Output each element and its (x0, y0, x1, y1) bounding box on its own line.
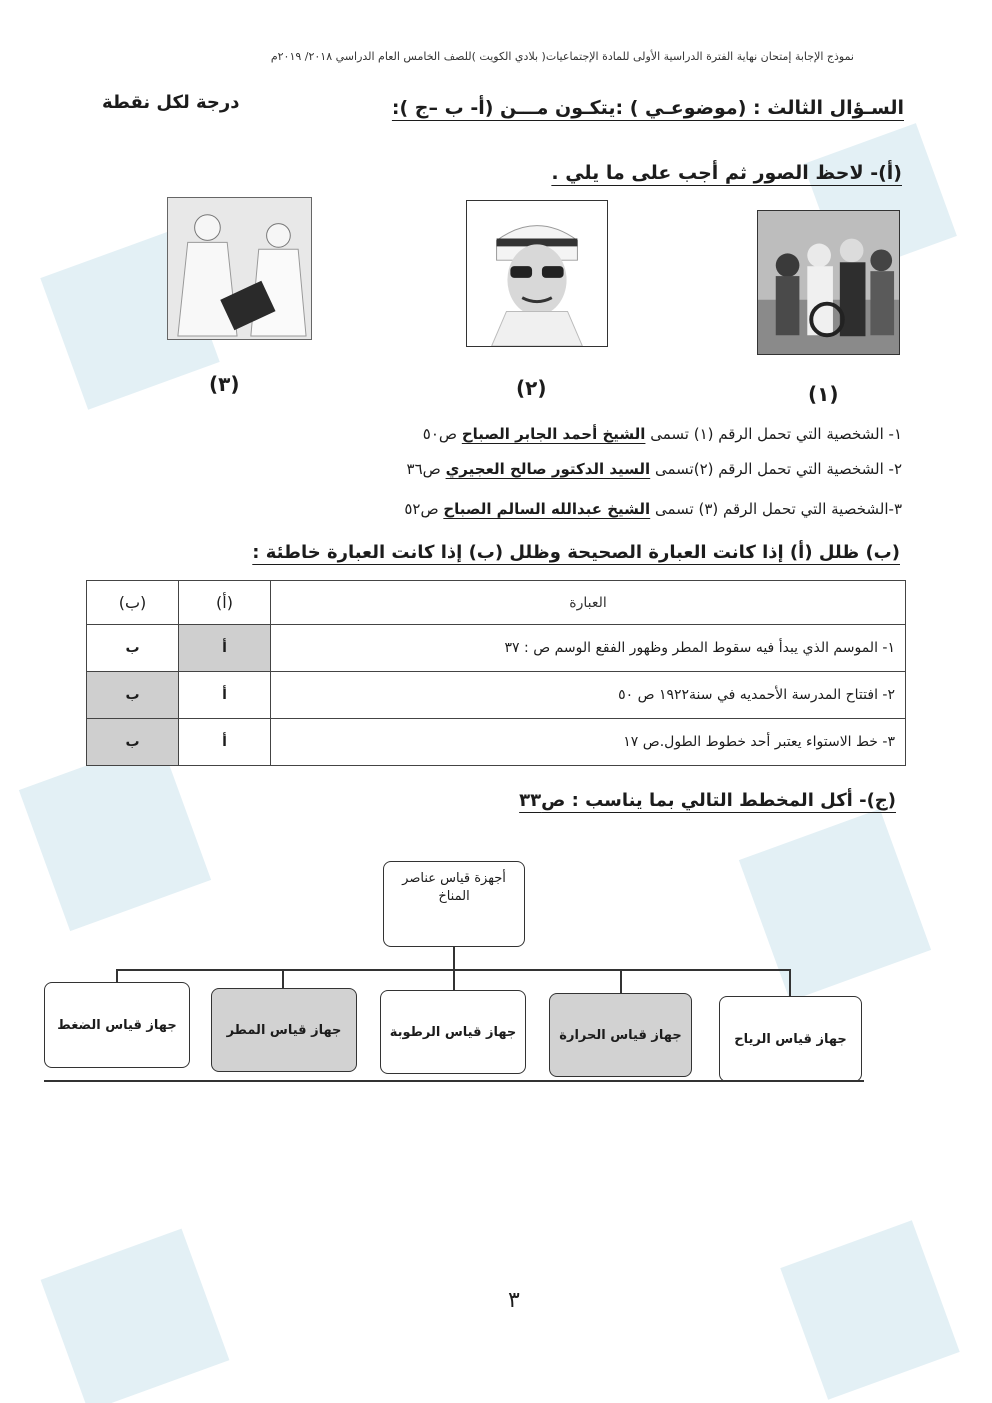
diagram-child-temperature: جهاز قياس الحرارة (549, 993, 692, 1077)
answer-1: ١- الشخصية التي تحمل الرقم (١) تسمى الشيخ أحمد الجابر الصباح ص٥٠ (422, 425, 902, 443)
photo-3 (167, 197, 312, 340)
question-title: السـؤال الثالث : (موضوعـي ) :يتكـون مـــن (أ- ب –ج ): (391, 97, 904, 119)
ceremony-photo-icon (168, 198, 311, 339)
table-row (87, 625, 906, 672)
photo-1 (757, 210, 900, 355)
header-b: (ب) (87, 581, 179, 625)
row-2-option-a[interactable]: أ (179, 672, 271, 719)
table-row (87, 719, 906, 766)
connector-drop (453, 969, 455, 991)
connector-drop (620, 969, 622, 995)
row-2-statement: ٢- افتتاح المدرسة الأحمديه في سنة١٩٢٢ ص ٥٠ (271, 672, 906, 719)
section-c-title: (ج)- أكل المخطط التالي بما يناسب : ص٣٣ (519, 790, 896, 811)
photo-number-2: (٢) (516, 376, 547, 400)
header-a: (أ) (179, 581, 271, 625)
row-1-option-a[interactable]: أ (179, 625, 271, 672)
exam-header: نموذج الإجابة إمتحان نهاية الفترة الدراسية الأولى للمادة الإجتماعيات( بلادي الكويت )للصف الخامس العام الدراسي ٢٠١٨/ ٢٠١٩م (270, 50, 854, 63)
table-row (87, 672, 906, 719)
answer-1-name: الشيخ أحمد الجابر الصباح (461, 425, 646, 443)
points-note: درجة لكل نقطة (102, 92, 240, 113)
page-number: ٣ (508, 1288, 520, 1313)
diagram-child-humidity: جهاز قياس الرطوبة (380, 990, 526, 1074)
diagram-root-box: أجهزة قياس عناصر المناخ (383, 861, 525, 947)
diagram-child-rain: جهاز قياس المطر (211, 988, 357, 1072)
answer-2: ٢- الشخصية التي تحمل الرقم (٢)تسمى السيد الدكتور صالح العجيري ص٣٦ (406, 460, 902, 478)
section-b-title: (ب) ظلل (أ) إذا كانت العبارة الصحيحة وظلل (ب) إذا كانت العبارة خاطئة : (252, 542, 900, 563)
answer-3: ٣-الشخصية التي تحمل الرقم (٣) تسمى الشيخ عبدالله السالم الصباح ص٥٢ (404, 500, 902, 518)
row-1-option-b[interactable]: ب (87, 625, 179, 672)
diagram-child-wind: جهاز قياس الرياح (719, 996, 862, 1082)
row-3-statement: ٣- خط الاستواء يعتبر أحد خطوط الطول.ص ١٧ (271, 719, 906, 766)
row-1-statement: ١- الموسم الذي يبدأ فيه سقوط المطر وظهور الفقع الوسم ص : ٣٧ (271, 625, 906, 672)
connector-drop (789, 969, 791, 997)
photo-number-1: (١) (808, 382, 839, 406)
historical-group-photo-icon (758, 211, 899, 354)
true-false-table (86, 580, 906, 766)
photo-number-3: (٣) (209, 372, 240, 396)
row-3-option-a[interactable]: أ (179, 719, 271, 766)
row-3-option-b[interactable]: ب (87, 719, 179, 766)
header-statement: العبارة (271, 581, 906, 625)
table-header-row (87, 581, 906, 625)
connector-vertical (453, 947, 455, 970)
row-2-option-b[interactable]: ب (87, 672, 179, 719)
divider (44, 1080, 864, 1082)
portrait-photo-icon (467, 201, 607, 346)
section-a-title: (أ)- لاحظ الصور ثم أجب على ما يلي . (551, 162, 902, 184)
photo-2 (466, 200, 608, 347)
answer-3-name: الشيخ عبدالله السالم الصباح (443, 500, 651, 518)
diagram-child-pressure: جهاز قياس الضغط (44, 982, 190, 1068)
answer-2-name: السيد الدكتور صالح العجيري (445, 460, 651, 478)
connector-drop (116, 969, 118, 983)
